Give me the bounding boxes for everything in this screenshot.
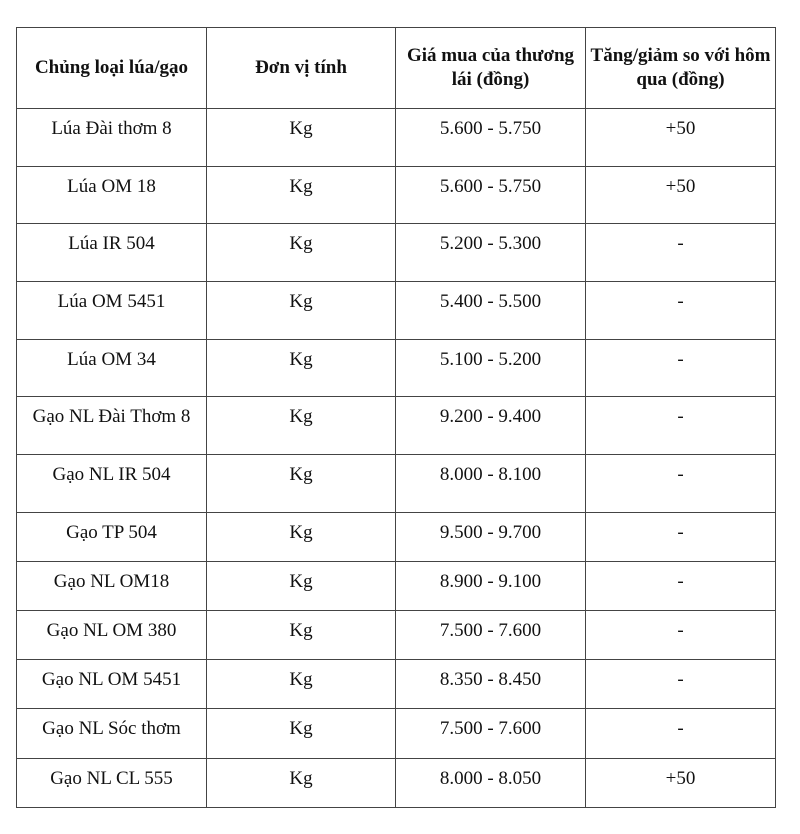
trader-price-cell: 8.000 - 8.100 xyxy=(396,455,586,513)
table-row xyxy=(17,562,776,611)
unit-cell: Kg xyxy=(207,513,396,562)
rice-type-cell: Lúa Đài thơm 8 xyxy=(17,109,207,167)
unit-cell: Kg xyxy=(207,562,396,611)
trader-price-cell: 5.100 - 5.200 xyxy=(396,340,586,397)
table-row xyxy=(17,455,776,513)
header-trader-price: Giá mua của thương lái (đồng) xyxy=(396,28,586,109)
unit-cell: Kg xyxy=(207,759,396,808)
rice-type-cell: Lúa IR 504 xyxy=(17,224,207,282)
trader-price-cell: 9.500 - 9.700 xyxy=(396,513,586,562)
change-cell: - xyxy=(586,513,776,562)
header-unit: Đơn vị tính xyxy=(207,28,396,109)
unit-cell: Kg xyxy=(207,397,396,455)
trader-price-cell: 5.400 - 5.500 xyxy=(396,282,586,340)
change-cell: - xyxy=(586,660,776,709)
rice-type-cell: Gạo TP 504 xyxy=(17,513,207,562)
change-cell: +50 xyxy=(586,167,776,224)
table-row xyxy=(17,167,776,224)
table-row xyxy=(17,340,776,397)
unit-cell: Kg xyxy=(207,455,396,513)
table-row xyxy=(17,513,776,562)
trader-price-cell: 5.200 - 5.300 xyxy=(396,224,586,282)
rice-type-cell: Lúa OM 34 xyxy=(17,340,207,397)
table-row xyxy=(17,759,776,808)
unit-cell: Kg xyxy=(207,660,396,709)
rice-type-cell: Gạo NL IR 504 xyxy=(17,455,207,513)
change-cell: - xyxy=(586,282,776,340)
table-row xyxy=(17,611,776,660)
unit-cell: Kg xyxy=(207,611,396,660)
trader-price-cell: 9.200 - 9.400 xyxy=(396,397,586,455)
rice-type-cell: Gạo NL Sóc thơm xyxy=(17,709,207,759)
table-row xyxy=(17,224,776,282)
table-header-row xyxy=(17,28,776,109)
trader-price-cell: 7.500 - 7.600 xyxy=(396,709,586,759)
unit-cell: Kg xyxy=(207,109,396,167)
trader-price-cell: 5.600 - 5.750 xyxy=(396,109,586,167)
table-row xyxy=(17,660,776,709)
trader-price-cell: 8.000 - 8.050 xyxy=(396,759,586,808)
change-cell: - xyxy=(586,397,776,455)
rice-type-cell: Gạo NL CL 555 xyxy=(17,759,207,808)
rice-type-cell: Gạo NL OM 380 xyxy=(17,611,207,660)
table-body xyxy=(17,109,776,808)
unit-cell: Kg xyxy=(207,340,396,397)
table-row xyxy=(17,709,776,759)
change-cell: - xyxy=(586,562,776,611)
change-cell: - xyxy=(586,611,776,660)
rice-type-cell: Gạo NL OM 5451 xyxy=(17,660,207,709)
table-row xyxy=(17,109,776,167)
trader-price-cell: 8.900 - 9.100 xyxy=(396,562,586,611)
rice-type-cell: Gạo NL OM18 xyxy=(17,562,207,611)
change-cell: +50 xyxy=(586,759,776,808)
change-cell: - xyxy=(586,455,776,513)
header-rice-type: Chủng loại lúa/gạo xyxy=(17,28,207,109)
unit-cell: Kg xyxy=(207,282,396,340)
change-cell: - xyxy=(586,340,776,397)
change-cell: +50 xyxy=(586,109,776,167)
change-cell: - xyxy=(586,709,776,759)
unit-cell: Kg xyxy=(207,709,396,759)
rice-type-cell: Gạo NL Đài Thơm 8 xyxy=(17,397,207,455)
trader-price-cell: 7.500 - 7.600 xyxy=(396,611,586,660)
rice-type-cell: Lúa OM 5451 xyxy=(17,282,207,340)
header-change: Tăng/giảm so với hôm qua (đồng) xyxy=(586,28,776,109)
rice-price-table xyxy=(16,27,776,808)
change-cell: - xyxy=(586,224,776,282)
table-row xyxy=(17,397,776,455)
trader-price-cell: 8.350 - 8.450 xyxy=(396,660,586,709)
trader-price-cell: 5.600 - 5.750 xyxy=(396,167,586,224)
table-row xyxy=(17,282,776,340)
rice-type-cell: Lúa OM 18 xyxy=(17,167,207,224)
unit-cell: Kg xyxy=(207,167,396,224)
unit-cell: Kg xyxy=(207,224,396,282)
